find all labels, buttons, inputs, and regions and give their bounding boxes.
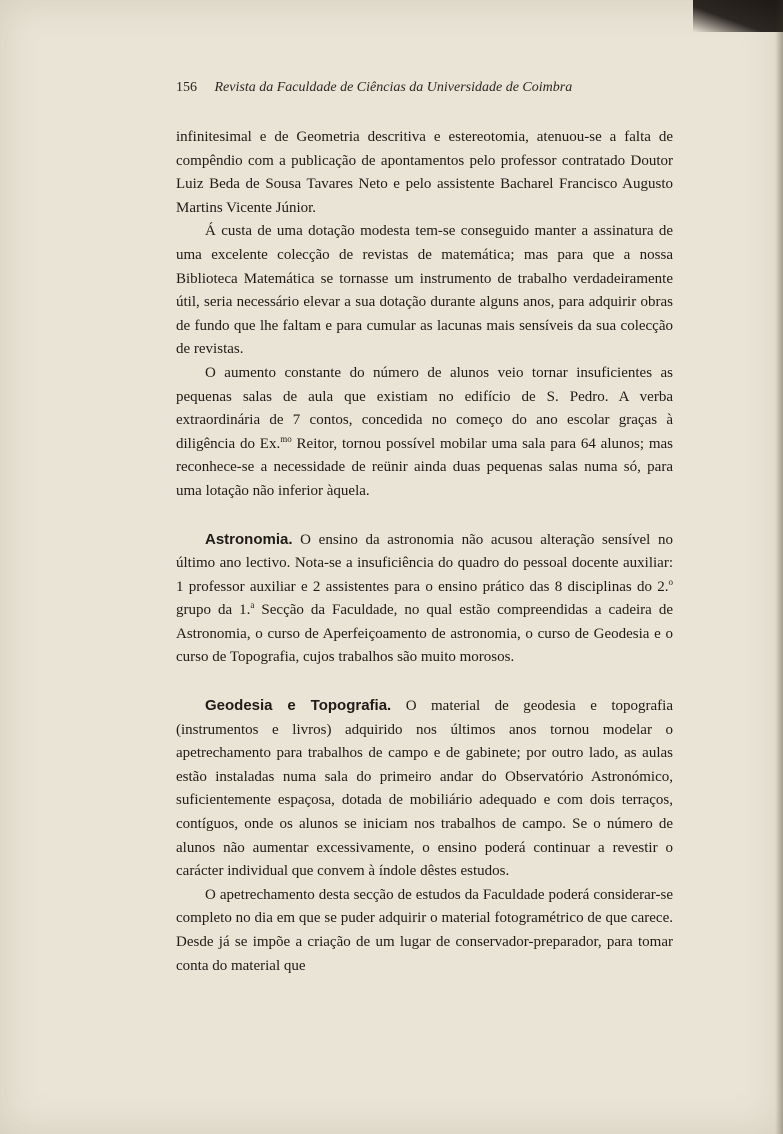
paragraph-apetrechamento bbox=[176, 884, 673, 978]
paragraph-continued bbox=[176, 126, 673, 220]
paragraph-text: Reitor, tornou possível mobilar uma sala para 64 alunos; mas reconhece-se a necessidade de reünir ainda duas pequenas salas numa só, para uma lotação não inferior àquela. bbox=[176, 435, 673, 499]
paragraph-text: infinitesimal e de Geometria descritiva e estereotomia, atenuou-se a falta de compêndio com a publicação de apontamentos pelo professor contratado Doutor Luiz Beda de Sousa Tavares Neto e pelo assistente Bacharel Francisco Augusto Martins Vicente Júnior. bbox=[176, 129, 673, 216]
page-edge-shadow bbox=[775, 0, 783, 1134]
page-corner-shadow bbox=[693, 0, 783, 32]
journal-title: Revista da Faculdade de Ciências da Universidade de Coimbra bbox=[214, 80, 573, 95]
page-number: 156 bbox=[176, 80, 197, 95]
running-header bbox=[176, 80, 646, 96]
paragraph-text: O aumento constante do número de alunos veio tornar insuficientes as pequenas salas de aula que existiam no edifício de S. Pedro. A verba extraordinária de 7 contos, concedida no começo do ano escolar graças à diligência do Ex. bbox=[176, 364, 673, 452]
superscript: o bbox=[668, 576, 673, 587]
section-heading: Geodesia e Topografia. bbox=[205, 697, 392, 715]
superscript: mo bbox=[280, 433, 292, 444]
paragraph-text: O apetrechamento desta secção de estudos da Faculdade poderá considerar-se completo no dia em que se puder adquirir o material fotogramétrico de que carece. Desde já se impõe a criação de um lugar de conservador-preparador, para tomar conta do material que bbox=[176, 886, 673, 974]
section-heading: Astronomia. bbox=[205, 530, 293, 548]
paragraph-text: O material de geodesia e topografia (instrumentos e livros) adquirido nos últimos anos tornou modelar o apetrechamento para trabalhos de campo e de gabinete; por outro lado, as aulas estão instaladas numa sala do primeiro andar do Observatório Astronómico, suficientemente espaçosa, dotada de mobiliário adequado e com dois terraços, contíguos, onde os alunos se iniciam nos trabalhos de campo. Se o número de alunos não aumentar excessivamente, o ensino poderá continuar a revestir o carácter individual que convem à índole dêstes estudos. bbox=[176, 698, 673, 880]
superscript: a bbox=[250, 600, 255, 611]
paragraph-salas bbox=[176, 362, 673, 504]
section-geodesia bbox=[176, 694, 673, 884]
paragraph-biblioteca bbox=[176, 220, 673, 362]
body-text bbox=[176, 126, 673, 978]
paragraph-text: Á custa de uma dotação modesta tem-se conseguido manter a assinatura de uma excelente colecção de revistas de matemática; mas para que a nossa Biblioteca Matemática se tornasse um instrumento de trabalho verdadeiramente útil, seria necessário elevar a sua dotação durante alguns anos, para adquirir obras de fundo que lhe faltam e para cumular as lacunas mais sensíveis da sua colecção de revistas. bbox=[176, 223, 673, 358]
paragraph-text: grupo da 1. bbox=[176, 602, 251, 619]
paragraph-text: O ensino da astronomia não acusou alteração sensível no último ano lectivo. Nota-se a insuficiência do quadro do pessoal docente auxiliar: 1 professor auxiliar e 2 assistentes para o ensino prático das 8 disciplinas do 2. bbox=[176, 531, 673, 595]
section-astronomia bbox=[176, 528, 673, 671]
paragraph-text: Secção da Faculdade, no qual estão compreendidas a cadeira de Astronomia, o curso de Aperfeiçoamento de astronomia, o curso de Geodesia e o curso de Topografia, cujos trabalhos são muito morosos. bbox=[176, 602, 673, 666]
